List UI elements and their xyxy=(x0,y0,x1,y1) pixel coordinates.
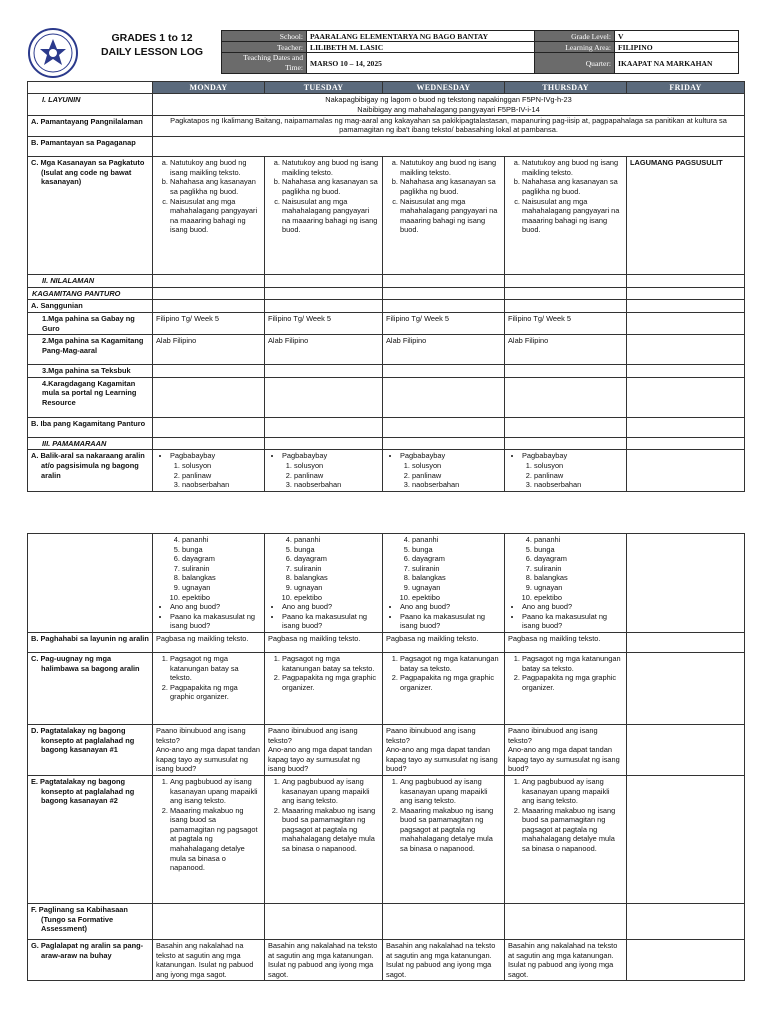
list-item: 3. naobserbahan xyxy=(294,480,379,490)
list-item: 4. pananhi xyxy=(182,535,261,545)
school-label: School: xyxy=(222,31,307,42)
day-header-tue: TUESDAY xyxy=(265,82,383,94)
list-item: • Pagbabaybay xyxy=(170,451,261,461)
list-item: 8. balangkas xyxy=(294,573,379,583)
empty-cell xyxy=(383,275,505,288)
area-label: Learning Area: xyxy=(535,42,615,53)
pag-uugnay-mon xyxy=(153,652,265,724)
list-item: • Pagbabaybay xyxy=(282,451,379,461)
list-item: 2. Pagpapakita ng mga graphic organizer. xyxy=(170,683,261,702)
list-item: 2. panlinaw xyxy=(412,471,501,481)
list-item: 6. dayagram xyxy=(534,554,623,564)
empty-cell xyxy=(505,437,627,450)
question-line: Paano ibinubuod ang isang teksto? xyxy=(386,725,476,745)
pamamaraan-label: III. PAMAMARAAN xyxy=(28,437,153,450)
paghahabi-thu: Pagbasa ng maikling teksto. xyxy=(505,632,627,652)
pamantayan-pagaganap-label: B. Pamantayan sa Pagaganap xyxy=(28,137,153,157)
empty-cell xyxy=(383,377,505,417)
pag-uugnay-thu xyxy=(505,652,627,724)
balik-aral-cont-wed xyxy=(383,534,505,633)
kasanayan-tue xyxy=(265,157,383,275)
teksbuk-label: 3.Mga pahina sa Teksbuk xyxy=(28,365,153,378)
list-item: 10. epektibo xyxy=(182,593,261,603)
empty-cell xyxy=(265,437,383,450)
list-item: • Paano ka makasusulat ng isang buod? xyxy=(282,612,379,631)
empty-cell xyxy=(383,287,505,300)
kasanayan-mon xyxy=(153,157,265,275)
question-line: Ano-ano ang mga dapat tandan kapag tayo ay sumusulat ng isang buod? xyxy=(386,745,498,774)
list-item: • Paano ka makasusulat ng isang buod? xyxy=(400,612,501,631)
list-item: 2. Pagpapakita ng mga graphic organizer. xyxy=(522,673,623,692)
kasanayan-wed xyxy=(383,157,505,275)
list-item: • Ano ang buod? xyxy=(282,602,379,612)
balik-aral-cont-tue xyxy=(265,534,383,633)
layunin-objectives xyxy=(153,94,745,116)
list-item: b. Nahahasa ang kasanayan sa paglikha ng buod. xyxy=(282,177,379,196)
list-item: 4. pananhi xyxy=(412,535,501,545)
empty-cell xyxy=(505,300,627,313)
balik-aral-thu xyxy=(505,450,627,491)
list-item: 3. naobserbahan xyxy=(534,480,623,490)
empty-cell xyxy=(265,275,383,288)
list-item: • Ano ang buod? xyxy=(522,602,623,612)
list-item: 3. naobserbahan xyxy=(412,480,501,490)
area-value: FILIPINO xyxy=(615,42,739,53)
karagdagang-label: 4.Karagdagang Kagamitan mula sa portal ng Learning Resource xyxy=(28,377,153,417)
gabay-guro-wed: Filipino Tg/ Week 5 xyxy=(383,312,505,334)
empty-cell xyxy=(505,417,627,437)
list-item: c. Naisusulat ang mga mahahalagang pangyayari na maaaring bahagi ng isang buod. xyxy=(400,197,501,235)
list-item: 1. Ang pagbubuod ay isang kasanayan upang mapaikli ang isang teksto. xyxy=(400,777,501,806)
question-line: Ano-ano ang mga dapat tandan kapag tayo ay sumusulat ng isang buod? xyxy=(508,745,620,774)
title-line1: GRADES 1 to 12 xyxy=(111,32,193,44)
day-header-mon: MONDAY xyxy=(153,82,265,94)
list-item: 2. panlinaw xyxy=(294,471,379,481)
list-item: 10. epektibo xyxy=(534,593,623,603)
kasanayan-label: C. Mga Kasanayan sa Pagkatuto (Isulat ang code ng bawat kasanayan) xyxy=(28,157,153,275)
list-item: 1. Ang pagbubuod ay isang kasanayan upang mapaikli ang isang teksto. xyxy=(522,777,623,806)
empty-cell xyxy=(265,417,383,437)
list-item: 9. ugnayan xyxy=(182,583,261,593)
list-item: b. Nahahasa ang kasanayan sa paglikha ng buod. xyxy=(522,177,623,196)
empty-cell xyxy=(383,365,505,378)
list-item: 2. Maaaring makabuo ng isang buod sa pamamagitan ng pagsagot at pagtala ng mahahalagang detalye mula sa binasa o napanood. xyxy=(522,806,623,854)
empty-cell xyxy=(627,534,745,633)
list-item: 1. solusyon xyxy=(412,461,501,471)
nilalaman-label: II. NILALAMAN xyxy=(28,275,153,288)
list-item: c. Naisusulat ang mga mahahalagang pangyayari na maaaring bahagi ng isang buod. xyxy=(522,197,623,235)
list-item: 6. dayagram xyxy=(412,554,501,564)
deped-seal-logo xyxy=(28,28,78,78)
list-item: 7. suliranin xyxy=(182,564,261,574)
paghahabi-tue: Pagbasa ng maikling teksto. xyxy=(265,632,383,652)
empty-cell xyxy=(383,300,505,313)
list-item: c. Naisusulat ang mga mahahalagang pangyayari na maaaring bahagi ng isang buod. xyxy=(170,197,261,235)
empty-cell xyxy=(627,903,745,939)
kagamitang-mag-aaral-label: 2.Mga pahina sa Kagamitang Pang-Mag-aaral xyxy=(28,335,153,365)
balik-aral-tue xyxy=(265,450,383,491)
list-item: 7. suliranin xyxy=(534,564,623,574)
empty-cell xyxy=(627,417,745,437)
list-item: 1. Pagsagot ng mga katanungan batay sa teksto. xyxy=(400,654,501,673)
list-item: 1. Pagsagot ng mga katanungan batay sa teksto. xyxy=(522,654,623,673)
list-item: • Paano ka makasusulat ng isang buod? xyxy=(522,612,623,631)
list-item: 2. panlinaw xyxy=(182,471,261,481)
kasanayan-fri: LAGUMANG PAGSUSULIT xyxy=(627,157,745,275)
pagtatalakay1-mon xyxy=(153,724,265,775)
list-item: 10. epektibo xyxy=(294,593,379,603)
list-item: 2. panlinaw xyxy=(534,471,623,481)
performance-standard-cell xyxy=(153,137,745,157)
pag-uugnay-wed xyxy=(383,652,505,724)
list-item: 7. suliranin xyxy=(294,564,379,574)
gabay-guro-label: 1.Mga pahina sa Gabay ng Guro xyxy=(28,312,153,334)
empty-cell xyxy=(153,417,265,437)
empty-cell xyxy=(627,287,745,300)
empty-cell xyxy=(265,287,383,300)
question-line: Ano-ano ang mga dapat tandan kapag tayo ay sumusulat ng isang buod? xyxy=(156,745,260,774)
empty-cell xyxy=(153,365,265,378)
layunin-label: I. LAYUNIN xyxy=(28,94,153,116)
empty-cell xyxy=(627,365,745,378)
empty-cell xyxy=(627,275,745,288)
teacher-label: Teacher: xyxy=(222,42,307,53)
list-item: 1. Ang pagbubuod ay isang kasanayan upang mapaikli ang isang teksto. xyxy=(282,777,379,806)
corner-cell xyxy=(28,82,153,94)
kabihasaan-label: F. Paglinang sa Kabihasaan (Tungo sa Formative Assessment) xyxy=(28,903,153,939)
empty-cell xyxy=(627,775,745,903)
empty-cell xyxy=(505,365,627,378)
list-item: 1. solusyon xyxy=(182,461,261,471)
empty-cell xyxy=(265,300,383,313)
school-value: PAARALANG ELEMENTARYA NG BAGO BANTAY xyxy=(307,31,535,42)
list-item: • Pagbabaybay xyxy=(522,451,623,461)
quarter-label: Quarter: xyxy=(535,53,615,74)
empty-cell xyxy=(153,377,265,417)
list-item: a. Natutukoy ang buod ng isang maikling teksto. xyxy=(282,158,379,177)
empty-cell xyxy=(153,437,265,450)
lesson-log-table-page1 xyxy=(27,81,745,492)
content-standard-text: Pagkatapos ng Ikalimang Baitang, naipamamalas ng mag-aaral ang kakayahan sa pakikipagtalastasan, mapanuring pag-iisip at, pagpapahalaga sa panitikan at kultura sa pamamagitan ng iba't ibang teksto/ babasahing lokal at pambansa. xyxy=(153,116,745,137)
empty-cell xyxy=(627,724,745,775)
gabay-guro-thu: Filipino Tg/ Week 5 xyxy=(505,312,627,334)
pagtatalakay1-thu xyxy=(505,724,627,775)
empty-cell xyxy=(627,377,745,417)
balik-aral-cont-thu xyxy=(505,534,627,633)
balik-aral-wed xyxy=(383,450,505,491)
title-line2: DAILY LESSON LOG xyxy=(100,46,204,58)
empty-cell xyxy=(505,903,627,939)
list-item: 2. Pagpapakita ng mga graphic organizer. xyxy=(282,673,379,692)
empty-cell xyxy=(153,903,265,939)
question-line: Paano ibinubuod ang isang teksto? xyxy=(156,725,246,745)
list-item: 3. naobserbahan xyxy=(182,480,261,490)
list-item: 5. bunga xyxy=(294,545,379,555)
list-item: 1. Pagsagot ng mga katanungan batay sa teksto. xyxy=(170,654,261,683)
list-item: 9. ugnayan xyxy=(412,583,501,593)
list-item: 8. balangkas xyxy=(182,573,261,583)
list-item: 8. balangkas xyxy=(534,573,623,583)
pag-uugnay-label: C. Pag-uugnay ng mga halimbawa sa bagong aralin xyxy=(28,652,153,724)
pamantayang-pangnilalaman-label: A. Pamantayang Pangnilalaman xyxy=(28,116,153,137)
empty-cell xyxy=(153,275,265,288)
objective-line2: Naibibigay ang mahahalagang pangyayari F5PB-IV-i-14 xyxy=(357,104,540,114)
list-item: 4. pananhi xyxy=(294,535,379,545)
balik-aral-label: A. Balik-aral sa nakaraang aralin at/o pagsisimula ng bagong aralin xyxy=(28,450,153,491)
list-item: • Paano ka makasusulat ng isang buod? xyxy=(170,612,261,631)
lesson-log-table-page2 xyxy=(27,533,745,981)
list-item: 6. dayagram xyxy=(182,554,261,564)
list-item: 4. pananhi xyxy=(534,535,623,545)
gabay-guro-mon: Filipino Tg/ Week 5 xyxy=(153,312,265,334)
list-item: 2. Pagpapakita ng mga graphic organizer. xyxy=(400,673,501,692)
empty-cell xyxy=(265,903,383,939)
kasanayan-thu xyxy=(505,157,627,275)
day-header-wed: WEDNESDAY xyxy=(383,82,505,94)
question-line: Ano-ano ang mga dapat tandan kapag tayo ay sumusulat ng isang buod? xyxy=(268,745,372,774)
empty-cell xyxy=(627,437,745,450)
list-item: 2. Maaaring makabuo ng isang buod sa pamamagitan ng pagsagot at pagtala ng mahahalagang detalye mula sa binasa o napanood. xyxy=(400,806,501,854)
list-item: c. Naisusulat ang mga mahahalagang pangyayari na maaaring bahagi ng isang buod. xyxy=(282,197,379,235)
list-item: 10. epektibo xyxy=(412,593,501,603)
paglalapat-tue: Basahin ang nakalahad na teksto at sagutin ang mga katanungan. Isulat ng pabuod ang iyong mga sagot. xyxy=(265,939,383,980)
balik-aral-continued-label xyxy=(28,534,153,633)
question-line: Paano ibinubuod ang isang teksto? xyxy=(268,725,358,745)
kagamitang-panturo-label: KAGAMITANG PANTURO xyxy=(28,287,153,300)
gabay-guro-tue: Filipino Tg/ Week 5 xyxy=(265,312,383,334)
list-item: b. Nahahasa ang kasanayan sa paglikha ng buod. xyxy=(400,177,501,196)
paghahabi-label: B. Paghahabi sa layunin ng aralin xyxy=(28,632,153,652)
pagtatalakay2-mon xyxy=(153,775,265,903)
objective-line1: Nakapagbibigay ng lagom o buod ng tekstong napakinggan F5PN-IVg-h-23 xyxy=(325,95,572,104)
list-item: a. Natutukoy ang buod ng isang maikling teksto. xyxy=(400,158,501,177)
dates-label: Teaching Dates and Time: xyxy=(222,53,307,74)
grade-value: V xyxy=(615,31,739,42)
empty-cell xyxy=(505,275,627,288)
list-item: • Ano ang buod? xyxy=(170,602,261,612)
empty-cell xyxy=(383,417,505,437)
list-item: b. Nahahasa ang kasanayan sa paglikha ng buod. xyxy=(170,177,261,196)
list-item: 6. dayagram xyxy=(294,554,379,564)
quarter-value: IKAAPAT NA MARKAHAN xyxy=(615,53,739,74)
kagamitang-wed: Alab Filipino xyxy=(383,335,505,365)
list-item: • Pagbabaybay xyxy=(400,451,501,461)
sanggunian-label: A. Sanggunian xyxy=(28,300,153,313)
kagamitang-tue: Alab Filipino xyxy=(265,335,383,365)
balik-aral-cont-mon xyxy=(153,534,265,633)
empty-cell xyxy=(627,652,745,724)
paghahabi-mon: Pagbasa ng maikling teksto. xyxy=(153,632,265,652)
pagtatalakay1-label: D. Pagtatalakay ng bagong konsepto at paglalahad ng bagong kasanayan #1 xyxy=(28,724,153,775)
question-line: Paano ibinubuod ang isang teksto? xyxy=(508,725,598,745)
paglalapat-wed: Basahin ang nakalahad na teksto at sagutin ang mga katanungan. Isulat ng pabuod ang iyong mga sagot. xyxy=(383,939,505,980)
pagtatalakay1-wed xyxy=(383,724,505,775)
paglalapat-mon: Basahin ang nakalahad na teksto at sagutin ang mga katanungan. Isulat ng pabuod ang iyong mga sagot. xyxy=(153,939,265,980)
list-item: 2. Maaaring makabuo ng isang buod sa pamamagitan ng pagsagot at pagtala ng mahahalagang detalye mula sa binasa o napanood. xyxy=(170,806,261,873)
pagtatalakay2-wed xyxy=(383,775,505,903)
list-item: • Ano ang buod? xyxy=(400,602,501,612)
pagtatalakay2-tue xyxy=(265,775,383,903)
list-item: a. Natutukoy ang buod ng isang maikling teksto. xyxy=(522,158,623,177)
list-item: 5. bunga xyxy=(182,545,261,555)
list-item: 1. Pagsagot ng mga katanungan batay sa teksto. xyxy=(282,654,379,673)
balik-aral-mon xyxy=(153,450,265,491)
list-item: 7. suliranin xyxy=(412,564,501,574)
paglalapat-thu: Basahin ang nakalahad na teksto at sagutin ang mga katanungan. Isulat ng pabuod ang iyong mga sagot. xyxy=(505,939,627,980)
empty-cell xyxy=(627,939,745,980)
day-header-thu: THURSDAY xyxy=(505,82,627,94)
empty-cell xyxy=(383,903,505,939)
header-info-table xyxy=(221,30,739,74)
kagamitang-mon: Alab Filipino xyxy=(153,335,265,365)
paghahabi-wed: Pagbasa ng maikling teksto. xyxy=(383,632,505,652)
list-item: 5. bunga xyxy=(412,545,501,555)
paglalapat-label: G. Paglalapat ng aralin sa pang-araw-araw na buhay xyxy=(28,939,153,980)
empty-cell xyxy=(505,287,627,300)
empty-cell xyxy=(265,377,383,417)
list-item: 9. ugnayan xyxy=(534,583,623,593)
teacher-value: LILIBETH M. LASIC xyxy=(307,42,535,53)
list-item: 1. Ang pagbubuod ay isang kasanayan upang mapaikli ang isang teksto. xyxy=(170,777,261,806)
dates-value: MARSO 10 – 14, 2025 xyxy=(307,53,535,74)
pagtatalakay2-thu xyxy=(505,775,627,903)
document-title xyxy=(86,31,218,71)
day-header-fri: FRIDAY xyxy=(627,82,745,94)
pagtatalakay2-label: E. Pagtatalakay ng bagong konsepto at paglalahad ng bagong kasanayan #2 xyxy=(28,775,153,903)
list-item: 8. balangkas xyxy=(412,573,501,583)
empty-cell xyxy=(265,365,383,378)
empty-cell xyxy=(627,632,745,652)
empty-cell xyxy=(627,450,745,491)
list-item: 1. solusyon xyxy=(534,461,623,471)
list-item: 5. bunga xyxy=(534,545,623,555)
list-item: 1. solusyon xyxy=(294,461,379,471)
pagtatalakay1-tue xyxy=(265,724,383,775)
grade-label: Grade Level: xyxy=(535,31,615,42)
empty-cell xyxy=(153,287,265,300)
empty-cell xyxy=(153,300,265,313)
empty-cell xyxy=(383,437,505,450)
list-item: 9. ugnayan xyxy=(294,583,379,593)
iba-pang-label: B. Iba pang Kagamitang Panturo xyxy=(28,417,153,437)
list-item: a. Natutukoy ang buod ng isang maikling teksto. xyxy=(170,158,261,177)
empty-cell xyxy=(627,312,745,334)
empty-cell xyxy=(627,300,745,313)
list-item: 2. Maaaring makabuo ng isang buod sa pamamagitan ng pagsagot at pagtala ng mahahalagang detalye mula sa binasa o napanood. xyxy=(282,806,379,854)
kagamitang-thu: Alab Filipino xyxy=(505,335,627,365)
empty-cell xyxy=(505,377,627,417)
pag-uugnay-tue xyxy=(265,652,383,724)
empty-cell xyxy=(627,335,745,365)
